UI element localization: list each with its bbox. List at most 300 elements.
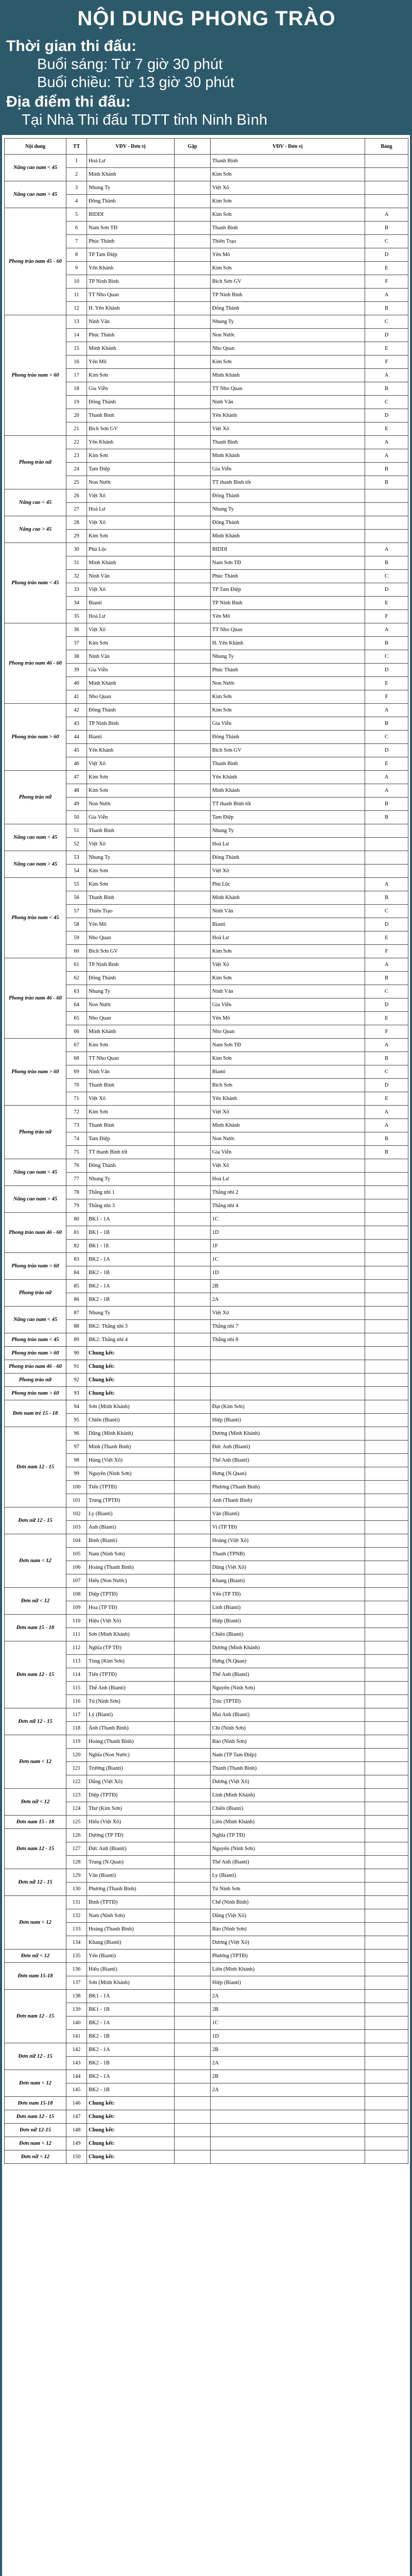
player-2-cell: Gia Viễn [211, 463, 365, 476]
player-1-cell: Việt Xô [87, 583, 175, 597]
player-1-cell: Hiếu (Bìanti) [87, 1963, 175, 1976]
time-heading: Thời gian thi đấu: [6, 38, 136, 55]
versus-cell [175, 2030, 211, 2043]
player-2-cell: Đức Anh (Bìanti) [211, 1440, 365, 1454]
player-1-cell: Nhung Ty [87, 181, 175, 195]
category-cell: Phong trào nam > 60 [5, 1387, 66, 1400]
group-cell: B [365, 476, 408, 489]
index-cell: 104 [66, 1534, 87, 1548]
versus-cell [175, 1655, 211, 1668]
player-1-cell: Kim Sơn [87, 771, 175, 784]
group-cell: B [365, 637, 408, 650]
player-2-cell: 2A [211, 1293, 365, 1307]
player-1-cell: Phúc Thành [87, 235, 175, 248]
player-2-cell: Nhung Ty [211, 315, 365, 329]
group-cell [365, 1440, 408, 1454]
player-1-cell: Chung kết: [87, 1360, 175, 1374]
table-row [5, 1213, 408, 1226]
player-1-cell: Tiến (TPTĐ) [87, 1481, 175, 1494]
table-row [5, 1896, 408, 1909]
index-cell: 8 [66, 248, 87, 262]
group-cell [365, 1507, 408, 1521]
player-1-cell: Gia Viễn [87, 382, 175, 396]
index-cell: 66 [66, 1025, 87, 1039]
group-cell [365, 1655, 408, 1668]
versus-cell [175, 235, 211, 248]
player-1-cell: Nho Quan [87, 690, 175, 704]
player-1-cell: Nguyên (Ninh Sơn) [87, 1467, 175, 1481]
group-cell [365, 2150, 408, 2164]
versus-cell [175, 650, 211, 664]
player-1-cell: TP Ninh Bình [87, 958, 175, 972]
versus-cell [175, 1507, 211, 1521]
player-1-cell: Thanh Bình [87, 1119, 175, 1132]
index-cell: 55 [66, 878, 87, 891]
group-cell [365, 1427, 408, 1440]
versus-cell [175, 1186, 211, 1199]
player-1-cell: Dũng (Việt Xô) [87, 1775, 175, 1789]
index-cell: 38 [66, 650, 87, 664]
group-cell: B [365, 302, 408, 315]
player-1-cell: BK2 - 1A [87, 2016, 175, 2030]
versus-cell [175, 811, 211, 824]
player-2-cell: Đông Thành [211, 516, 365, 530]
player-1-cell: BK2 - 1A [87, 2070, 175, 2083]
index-cell: 139 [66, 2003, 87, 2016]
index-cell: 73 [66, 1119, 87, 1132]
versus-cell [175, 1722, 211, 1735]
category-cell: Đơn nam < 12 [5, 1896, 66, 1950]
player-1-cell: Non Nước [87, 476, 175, 489]
player-2-cell: Thắng nhì 8 [211, 1333, 365, 1347]
versus-cell [175, 1052, 211, 1065]
player-1-cell: Thanh Bình [87, 891, 175, 905]
category-cell: Phong trào nam < 45 [5, 878, 66, 958]
group-cell [365, 1762, 408, 1775]
category-cell: Đơn nam 12 - 15 [5, 2110, 66, 2124]
player-2-cell: Bảo (Ninh Sơn) [211, 1923, 365, 1936]
group-cell: A [365, 208, 408, 222]
player-2-cell: Chiến (Bìanti) [211, 1802, 365, 1816]
group-cell: B [365, 1132, 408, 1146]
versus-cell [175, 1548, 211, 1561]
schedule-sheet [2, 135, 410, 2576]
player-1-cell: Trường (Bìanti) [87, 1762, 175, 1775]
player-1-cell: Nho Quan [87, 931, 175, 945]
group-cell [365, 851, 408, 865]
player-1-cell: Sơn (Minh Khánh) [87, 1400, 175, 1414]
player-1-cell: Kim Sơn [87, 637, 175, 650]
group-cell [365, 168, 408, 181]
player-2-cell: Gia Viễn [211, 998, 365, 1012]
group-cell [365, 1307, 408, 1320]
player-2-cell: TT thanh Bình tốt [211, 476, 365, 489]
player-2-cell: Phúc Thành [211, 570, 365, 583]
player-1-cell: Nam Sơn TĐ [87, 222, 175, 235]
player-2-cell: Việt Xô [211, 1159, 365, 1173]
index-cell: 23 [66, 449, 87, 463]
player-2-cell: Yên Khánh [211, 1092, 365, 1106]
versus-cell [175, 1454, 211, 1467]
group-cell: A [365, 704, 408, 717]
index-cell: 124 [66, 1802, 87, 1816]
category-cell: Đơn nữ < 12 [5, 1588, 66, 1615]
group-cell [365, 1387, 408, 1400]
group-cell [365, 2097, 408, 2110]
versus-cell [175, 222, 211, 235]
index-cell: 72 [66, 1106, 87, 1119]
group-cell [365, 530, 408, 543]
player-1-cell: Kim Sơn [87, 784, 175, 798]
player-2-cell: Dương (Minh Khánh) [211, 1641, 365, 1655]
index-cell: 141 [66, 2030, 87, 2043]
table-row [5, 1963, 408, 1976]
group-cell [365, 181, 408, 195]
index-cell: 3 [66, 181, 87, 195]
index-cell: 108 [66, 1588, 87, 1601]
player-1-cell: Đông Thành [87, 195, 175, 208]
versus-cell [175, 2137, 211, 2150]
player-2-cell [211, 2137, 365, 2150]
player-1-cell: Non Nước [87, 798, 175, 811]
group-cell: D [365, 744, 408, 757]
group-cell [365, 1909, 408, 1923]
table-body [5, 155, 408, 2164]
player-2-cell: Mai Anh (Bìanti) [211, 1708, 365, 1722]
player-1-cell: Nhung Ty [87, 1307, 175, 1320]
versus-cell [175, 1360, 211, 1374]
player-2-cell: Kim Sơn [211, 1052, 365, 1065]
versus-cell [175, 1347, 211, 1360]
player-2-cell: Gia Viễn [211, 1146, 365, 1159]
index-cell: 35 [66, 610, 87, 623]
versus-cell [175, 1521, 211, 1534]
group-cell [365, 2137, 408, 2150]
player-2-cell: Yên Mô [211, 1012, 365, 1025]
player-2-cell [211, 1360, 365, 1374]
group-cell [365, 1561, 408, 1574]
player-2-cell: Nhung Ty [211, 650, 365, 664]
table-row [5, 516, 408, 530]
index-cell: 34 [66, 597, 87, 610]
versus-cell [175, 489, 211, 503]
versus-cell [175, 181, 211, 195]
player-2-cell [211, 1374, 365, 1387]
index-cell: 27 [66, 503, 87, 516]
group-cell: D [365, 1079, 408, 1092]
player-1-cell: Việt Xô [87, 623, 175, 637]
group-cell: A [365, 1106, 408, 1119]
player-2-cell: Minh Khánh [211, 449, 365, 463]
index-cell: 135 [66, 1950, 87, 1963]
table-row [5, 155, 408, 168]
versus-cell [175, 1816, 211, 1829]
group-cell: A [365, 1119, 408, 1132]
table-row [5, 1829, 408, 1842]
index-cell: 11 [66, 289, 87, 302]
index-cell: 130 [66, 1883, 87, 1896]
player-2-cell: Minh Khánh [211, 784, 365, 798]
versus-cell [175, 168, 211, 181]
group-cell [365, 1454, 408, 1467]
index-cell: 68 [66, 1052, 87, 1065]
player-2-cell: Dương (Việt Xô) [211, 1775, 365, 1789]
player-1-cell: Nghĩa (TP TĐ) [87, 1641, 175, 1655]
player-2-cell: 2B [211, 1280, 365, 1293]
group-cell: B [365, 1146, 408, 1159]
group-cell [365, 1990, 408, 2003]
player-1-cell: Tú (Ninh Sơn) [87, 1695, 175, 1708]
player-2-cell: TT Nho Quan [211, 623, 365, 637]
versus-cell [175, 1668, 211, 1682]
index-cell: 114 [66, 1668, 87, 1682]
player-1-cell: Việt Xô [87, 516, 175, 530]
group-cell [365, 2124, 408, 2137]
index-cell: 14 [66, 329, 87, 342]
player-2-cell: Anh (Thanh Bình) [211, 1494, 365, 1507]
index-cell: 89 [66, 1333, 87, 1347]
versus-cell [175, 1159, 211, 1173]
player-1-cell: Kim Sơn [87, 369, 175, 382]
player-2-cell: Thanh Bình [211, 155, 365, 168]
index-cell: 111 [66, 1628, 87, 1641]
versus-cell [175, 2003, 211, 2016]
versus-cell [175, 931, 211, 945]
group-cell: D [365, 918, 408, 931]
table-row [5, 878, 408, 891]
category-cell: Nâng cao > 45 [5, 516, 66, 543]
player-1-cell: Yến (Bìanti) [87, 1950, 175, 1963]
player-1-cell: BK1 - 1A [87, 1213, 175, 1226]
player-2-cell: Ly (Bìanti) [211, 1869, 365, 1883]
player-1-cell: Trung (TPTĐ) [87, 1494, 175, 1507]
group-cell [365, 1494, 408, 1507]
player-1-cell: BK2 - 1A [87, 1280, 175, 1293]
index-cell: 120 [66, 1749, 87, 1762]
category-cell: Đơn nữ 12 - 15 [5, 2043, 66, 2070]
group-cell: B [365, 222, 408, 235]
versus-cell [175, 275, 211, 289]
category-cell: Nâng cao nam < 45 [5, 824, 66, 851]
versus-cell [175, 208, 211, 222]
player-1-cell: Tùng (Kim Sơn) [87, 1655, 175, 1668]
table-row [5, 1360, 408, 1374]
table-row [5, 1159, 408, 1173]
player-1-cell: Diệp (TPTĐ) [87, 1789, 175, 1802]
index-cell: 16 [66, 355, 87, 369]
category-cell: Đơn nam < 12 [5, 1735, 66, 1789]
index-cell: 52 [66, 838, 87, 851]
versus-cell [175, 342, 211, 355]
index-cell: 100 [66, 1481, 87, 1494]
versus-cell [175, 1266, 211, 1280]
category-cell: Đơn nam < 12 [5, 2137, 66, 2150]
player-1-cell: Nhung Ty [87, 985, 175, 998]
player-2-cell: Phương (TPTĐ) [211, 1950, 365, 1963]
player-2-cell: 2A [211, 2057, 365, 2070]
index-cell: 33 [66, 583, 87, 597]
table-header-row [5, 139, 408, 155]
index-cell: 88 [66, 1320, 87, 1333]
group-cell: A [365, 784, 408, 798]
category-cell: Nâng cao nam < 45 [5, 1307, 66, 1333]
player-1-cell: Việt Xô [87, 757, 175, 771]
versus-cell [175, 1467, 211, 1481]
group-cell [365, 1293, 408, 1307]
group-cell [365, 1842, 408, 1856]
versus-cell [175, 369, 211, 382]
index-cell: 103 [66, 1521, 87, 1534]
versus-cell [175, 315, 211, 329]
versus-cell [175, 1414, 211, 1427]
player-1-cell: Phúc Thành [87, 329, 175, 342]
player-1-cell: Đông Thành [87, 1159, 175, 1173]
versus-cell [175, 248, 211, 262]
index-cell: 122 [66, 1775, 87, 1789]
player-2-cell: Trúc (TPTĐ) [211, 1695, 365, 1708]
group-cell [365, 1641, 408, 1655]
player-2-cell: Yên Mô [211, 610, 365, 623]
category-cell: Nâng cao nam > 45 [5, 851, 66, 878]
versus-cell [175, 597, 211, 610]
player-2-cell: Bích Sơn GV [211, 275, 365, 289]
versus-cell [175, 757, 211, 771]
player-2-cell: Kim Sơn [211, 262, 365, 275]
group-cell: E [365, 1012, 408, 1025]
player-2-cell: Bìanti [211, 1065, 365, 1079]
versus-cell [175, 1079, 211, 1092]
group-cell: C [365, 235, 408, 248]
group-cell: A [365, 771, 408, 784]
group-cell: B [365, 972, 408, 985]
index-cell: 70 [66, 1079, 87, 1092]
index-cell: 46 [66, 757, 87, 771]
group-cell: B [365, 556, 408, 570]
versus-cell [175, 1762, 211, 1775]
versus-cell [175, 1333, 211, 1347]
index-cell: 7 [66, 235, 87, 248]
category-cell: Phong trào nam > 60 [5, 1347, 66, 1360]
index-cell: 123 [66, 1789, 87, 1802]
group-cell [365, 1280, 408, 1293]
index-cell: 136 [66, 1963, 87, 1976]
index-cell: 77 [66, 1173, 87, 1186]
versus-cell [175, 1092, 211, 1106]
versus-cell [175, 1213, 211, 1226]
player-2-cell: 1F [211, 1240, 365, 1253]
player-1-cell: TT thanh Bình tốt [87, 1146, 175, 1159]
category-cell: Phong trào nam < 45 [5, 1333, 66, 1347]
player-2-cell: Liên (Minh Khánh) [211, 1816, 365, 1829]
player-2-cell: Kim Sơn [211, 208, 365, 222]
index-cell: 132 [66, 1909, 87, 1923]
player-2-cell: 2B [211, 2070, 365, 2083]
index-cell: 110 [66, 1615, 87, 1628]
player-1-cell: Ninh Vân [87, 570, 175, 583]
player-2-cell: Dũng (Việt Xô) [211, 1909, 365, 1923]
player-1-cell: Hiếu (Việt Xô) [87, 1816, 175, 1829]
player-2-cell [211, 1347, 365, 1360]
group-cell: E [365, 931, 408, 945]
player-2-cell: Non Nước [211, 677, 365, 690]
player-2-cell: Kim Sơn [211, 355, 365, 369]
player-1-cell: Tam Điệp [87, 463, 175, 476]
schedule-table [4, 138, 408, 2164]
group-cell: B [365, 798, 408, 811]
versus-cell [175, 637, 211, 650]
player-2-cell: Thanh Bình [211, 436, 365, 449]
index-cell: 128 [66, 1856, 87, 1869]
versus-cell [175, 1025, 211, 1039]
index-cell: 37 [66, 637, 87, 650]
versus-cell [175, 1990, 211, 2003]
versus-cell [175, 1280, 211, 1293]
category-cell: Đơn nữ < 12 [5, 1789, 66, 1816]
player-2-cell: Liên (Minh Khánh) [211, 1963, 365, 1976]
player-1-cell: Kim Sơn [87, 1106, 175, 1119]
index-cell: 39 [66, 664, 87, 677]
versus-cell [175, 690, 211, 704]
player-1-cell: Hùng (Việt Xô) [87, 1454, 175, 1467]
versus-cell [175, 1320, 211, 1333]
player-2-cell: Việt Xô [211, 958, 365, 972]
versus-cell [175, 1923, 211, 1936]
category-cell: Đơn nữ 12 - 15 [5, 1708, 66, 1735]
group-cell: D [365, 329, 408, 342]
player-2-cell: 2B [211, 2043, 365, 2057]
index-cell: 9 [66, 262, 87, 275]
player-2-cell: Thắng nhì 2 [211, 1186, 365, 1199]
versus-cell [175, 1226, 211, 1240]
index-cell: 94 [66, 1400, 87, 1414]
index-cell: 29 [66, 530, 87, 543]
player-1-cell: Thế Anh (Bìanti) [87, 1682, 175, 1695]
group-cell: A [365, 1039, 408, 1052]
group-cell: D [365, 664, 408, 677]
versus-cell [175, 784, 211, 798]
category-cell: Nâng cao nam < 45 [5, 1159, 66, 1186]
player-2-cell: Việt Xô [211, 422, 365, 436]
category-cell: Phong trào nam > 60 [5, 1039, 66, 1106]
player-2-cell [211, 2150, 365, 2164]
versus-cell [175, 918, 211, 931]
group-cell: F [365, 690, 408, 704]
player-2-cell: Đạt (Kim Sơn) [211, 1400, 365, 1414]
index-cell: 56 [66, 891, 87, 905]
index-cell: 125 [66, 1816, 87, 1829]
player-2-cell: 1C [211, 1253, 365, 1266]
group-cell: A [365, 878, 408, 891]
index-cell: 44 [66, 731, 87, 744]
versus-cell [175, 1869, 211, 1883]
player-1-cell: Nam (Ninh Sơn) [87, 1548, 175, 1561]
table-row [5, 543, 408, 556]
index-cell: 118 [66, 1722, 87, 1735]
versus-cell [175, 1601, 211, 1615]
versus-cell [175, 1440, 211, 1454]
table-row [5, 771, 408, 784]
versus-cell [175, 2150, 211, 2164]
group-cell [365, 1936, 408, 1950]
index-cell: 28 [66, 516, 87, 530]
versus-cell [175, 1307, 211, 1320]
player-1-cell: TP Ninh Bình [87, 717, 175, 731]
group-cell [365, 1896, 408, 1909]
index-cell: 134 [66, 1936, 87, 1950]
group-cell: B [365, 382, 408, 396]
player-2-cell [211, 2124, 365, 2137]
category-cell: Phong trào nam > 60 [5, 704, 66, 771]
